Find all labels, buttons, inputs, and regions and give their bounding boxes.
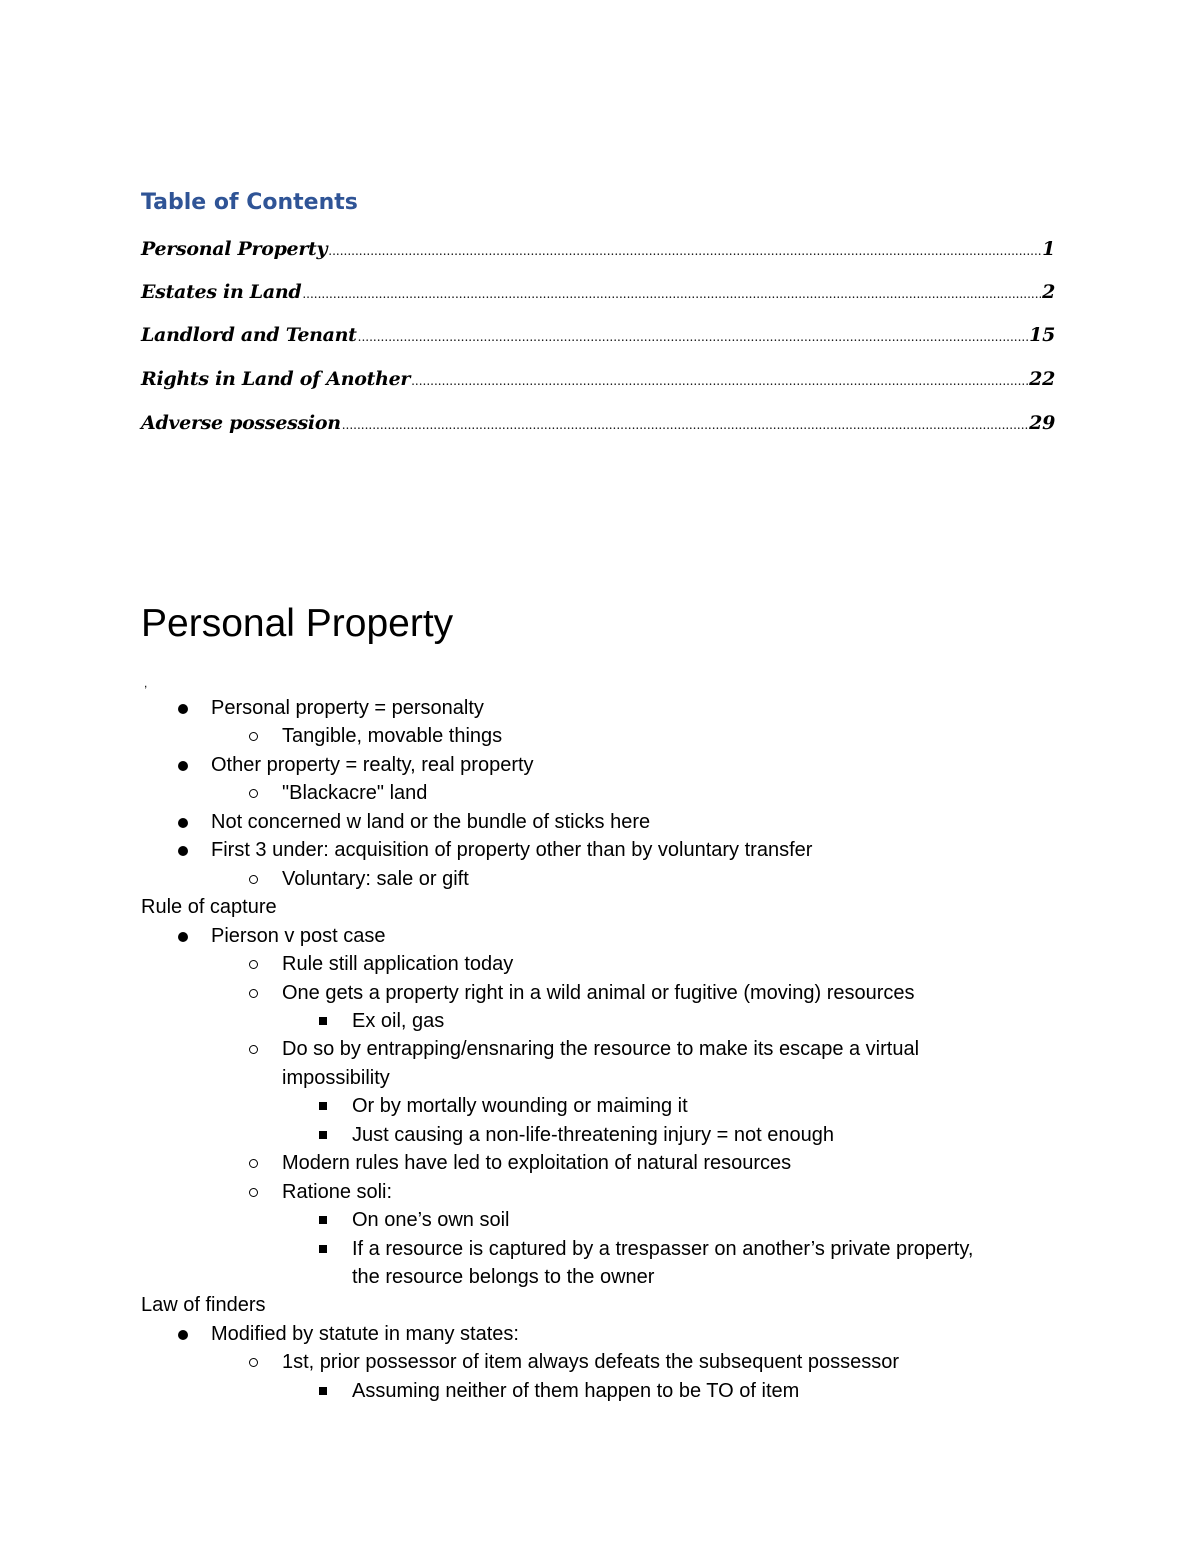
bullet-hollow-icon [249,732,258,741]
bullet-hollow-icon [249,875,258,884]
toc-entry-adverse-possession[interactable] [141,412,1055,442]
list-item-text: "Blackacre" land [282,782,428,805]
bullet-square-icon [319,1216,327,1224]
list-item-text: Voluntary: sale or gift [282,867,469,890]
bullet-square-icon [319,1387,327,1395]
toc-entry-personal-property[interactable] [141,238,1055,268]
list-item-text: Pierson v post case [211,924,386,947]
subheading: Law of finders [141,1294,266,1317]
list-item-text: Ex oil, gas [352,1009,445,1032]
bullet-hollow-icon [249,1188,258,1197]
bullet-hollow-icon [249,1045,258,1054]
toc-entry-title: Adverse possession [141,412,341,434]
bullet-hollow-icon [249,789,258,798]
toc-heading: Table of Contents [141,190,358,215]
list-item-text: impossibility [282,1066,390,1089]
toc-entry-title: Personal Property [141,238,328,260]
list-item-text: 1st, prior possessor of item always defeats the subsequent possessor [282,1351,899,1374]
toc-entry-page: 15 [1029,324,1055,346]
list-item-text: Just causing a non-life-threatening injury = not enough [352,1123,834,1146]
bullet-hollow-icon [249,989,258,998]
toc-dot-leader [328,244,1041,258]
list-item-text: Rule still application today [282,953,514,976]
list-item-text: On one’s own soil [352,1209,510,1232]
bullet-hollow-icon [249,1159,258,1168]
list-item-text: Or by mortally wounding or maiming it [352,1095,688,1118]
list-item-text: Not concerned w land or the bundle of sticks here [211,810,651,833]
list-item-text: Personal property = personalty [211,697,484,719]
bullet-square-icon [319,1131,327,1139]
list-item-text: First 3 under: acquisition of property other than by voluntary transfer [211,839,813,862]
bullet-filled-icon [178,704,188,714]
toc-entry-title: Rights in Land of Another [141,368,411,390]
toc-entry-title: Estates in Land [141,281,302,303]
list-item-text: the resource belongs to the owner [352,1266,655,1288]
toc-entry-landlord-and-tenant[interactable] [141,324,1055,354]
bullet-hollow-icon [249,1358,258,1367]
toc-entry-page: 2 [1042,281,1055,303]
toc-entry-rights-in-land-of-another[interactable] [141,368,1055,398]
list-item-text: Ratione soli: [282,1180,393,1203]
bullet-square-icon [319,1102,327,1110]
bullet-filled-icon [178,761,188,771]
toc-entry-title: Landlord and Tenant [141,324,357,346]
section-title: Personal Property [141,602,454,645]
toc-dot-leader [411,374,1028,388]
bullet-filled-icon [178,932,188,942]
list-item-text: Tangible, movable things [282,725,503,748]
list-item-text: Assuming neither of them happen to be TO of item [352,1379,800,1402]
list-item-text: Modern rules have led to exploitation of natural resources [282,1152,792,1175]
bullet-square-icon [319,1017,327,1025]
bullet-square-icon [319,1245,327,1253]
list-item-text: One gets a property right in a wild animal or fugitive (moving) resources [282,981,915,1004]
toc-dot-leader [342,418,1028,432]
toc-dot-leader [302,287,1041,301]
toc-dot-leader [358,330,1028,344]
bullet-hollow-icon [249,960,258,969]
subheading: Rule of capture [141,896,277,919]
list-item-text: If a resource is captured by a trespasser on another’s private property, [352,1237,974,1260]
list-item-text: Do so by entrapping/ensnaring the resource to make its escape a virtual [282,1038,920,1061]
toc-entry-page: 22 [1029,368,1055,390]
bullet-filled-icon [178,846,188,856]
toc-entry-estates-in-land[interactable] [141,281,1055,311]
list-item-text: Other property = realty, real property [211,753,534,776]
bullet-filled-icon [178,1330,188,1340]
bullet-filled-icon [178,818,188,828]
toc-entry-page: 29 [1029,412,1055,434]
list-item-text: Modified by statute in many states: [211,1322,519,1345]
toc-entry-page: 1 [1042,238,1055,260]
stray-mark: , [144,676,148,690]
